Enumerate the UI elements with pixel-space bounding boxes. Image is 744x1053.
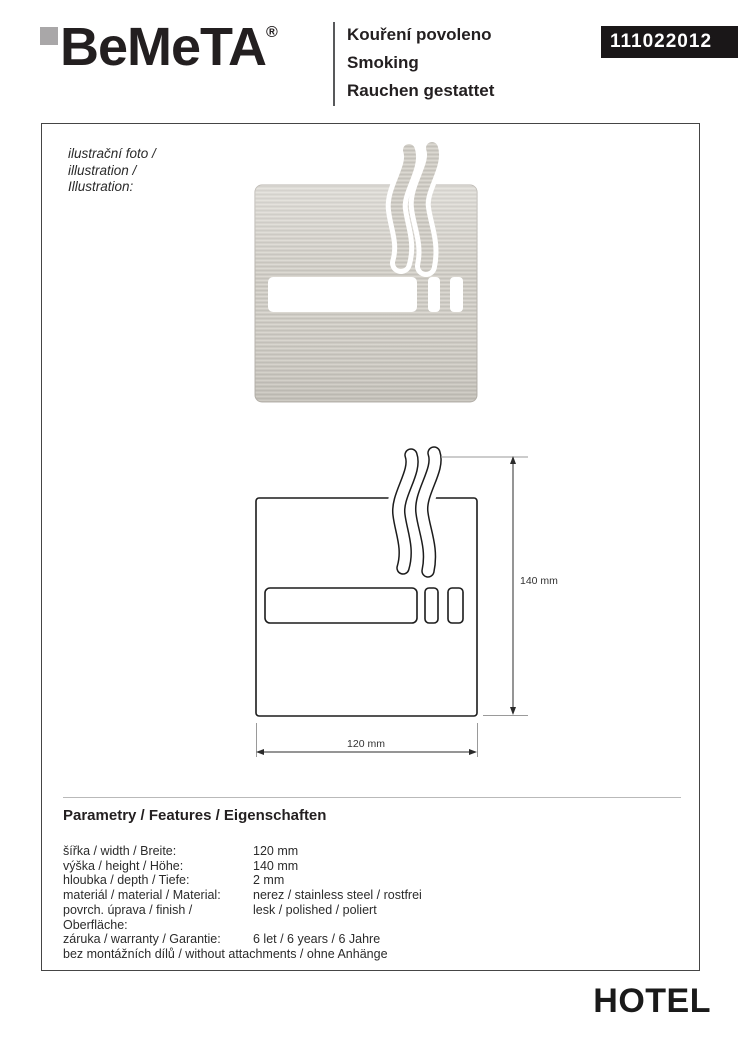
table-row: [63, 903, 683, 932]
parameters-table: [63, 844, 683, 962]
table-row: [63, 844, 683, 859]
height-dimension-label: 140 mm: [520, 575, 558, 587]
table-row: [63, 888, 683, 903]
illustration-label: [68, 146, 156, 196]
param-label-width: šířka / width / Breite:: [63, 844, 177, 858]
product-title-de: Rauchen gestattet: [347, 81, 495, 100]
table-row: [63, 932, 683, 947]
collection-name: HOTEL: [593, 982, 711, 1020]
illustration-label-en: illustration /: [68, 162, 137, 178]
arrow-down-icon: [510, 707, 516, 715]
technical-drawing: [240, 440, 560, 760]
param-label-attachments: bez montážních dílů / without attachments / ohne Anhänge: [63, 946, 388, 961]
param-value-depth: 2 mm: [253, 873, 285, 888]
product-title-cs: Kouření povoleno: [347, 25, 492, 44]
table-row: [63, 873, 683, 888]
arrow-left-icon: [256, 749, 264, 755]
header-vertical-divider: [333, 22, 335, 106]
param-label-finish: povrch. úprava / finish / Oberfläche:: [63, 902, 193, 932]
product-title-en: Smoking: [347, 53, 419, 72]
width-dimension-label: 120 mm: [347, 738, 385, 750]
param-value-width: 120 mm: [253, 844, 299, 858]
table-row: [63, 859, 683, 874]
table-row: [63, 947, 683, 962]
filter-cutout-2: [450, 277, 463, 312]
arrow-right-icon: [469, 749, 477, 755]
logo-text: [60, 17, 278, 77]
cigarette-cutout: [268, 277, 417, 312]
param-label-material: materiál / material / Material:: [63, 888, 221, 903]
product-code-badge: 111022012: [601, 26, 738, 58]
logo-wordmark: BeMeTA: [60, 17, 267, 77]
param-label-warranty: záruka / warranty / Garantie:: [63, 932, 221, 947]
param-label-depth: hloubka / depth / Tiefe:: [63, 873, 190, 888]
illustration-label-cs: ilustrační foto /: [68, 146, 156, 161]
param-label-height: výška / height / Höhe:: [63, 858, 184, 873]
param-value-height: 140 mm: [253, 858, 299, 873]
drawing-filter-outline-1: [425, 588, 438, 623]
bemeta-logo: [40, 17, 278, 77]
product-photo: [240, 140, 510, 410]
param-value-finish: lesk / polished / poliert: [253, 902, 377, 917]
parameters-heading: Parametry / Features / Eigenschaften: [63, 807, 327, 824]
illustration-label-de: Illustration:: [68, 179, 134, 194]
product-titles: [347, 21, 494, 105]
drawing-cigarette-outline: [265, 588, 417, 623]
logo-square-icon: [40, 27, 58, 45]
registered-mark: ®: [266, 24, 278, 41]
param-value-warranty: 6 let / 6 years / 6 Jahre: [253, 932, 381, 947]
parameters-divider: [63, 797, 681, 798]
filter-cutout-1: [428, 277, 440, 312]
param-value-material: nerez / stainless steel / rostfrei: [253, 888, 422, 903]
drawing-filter-outline-2: [448, 588, 463, 623]
